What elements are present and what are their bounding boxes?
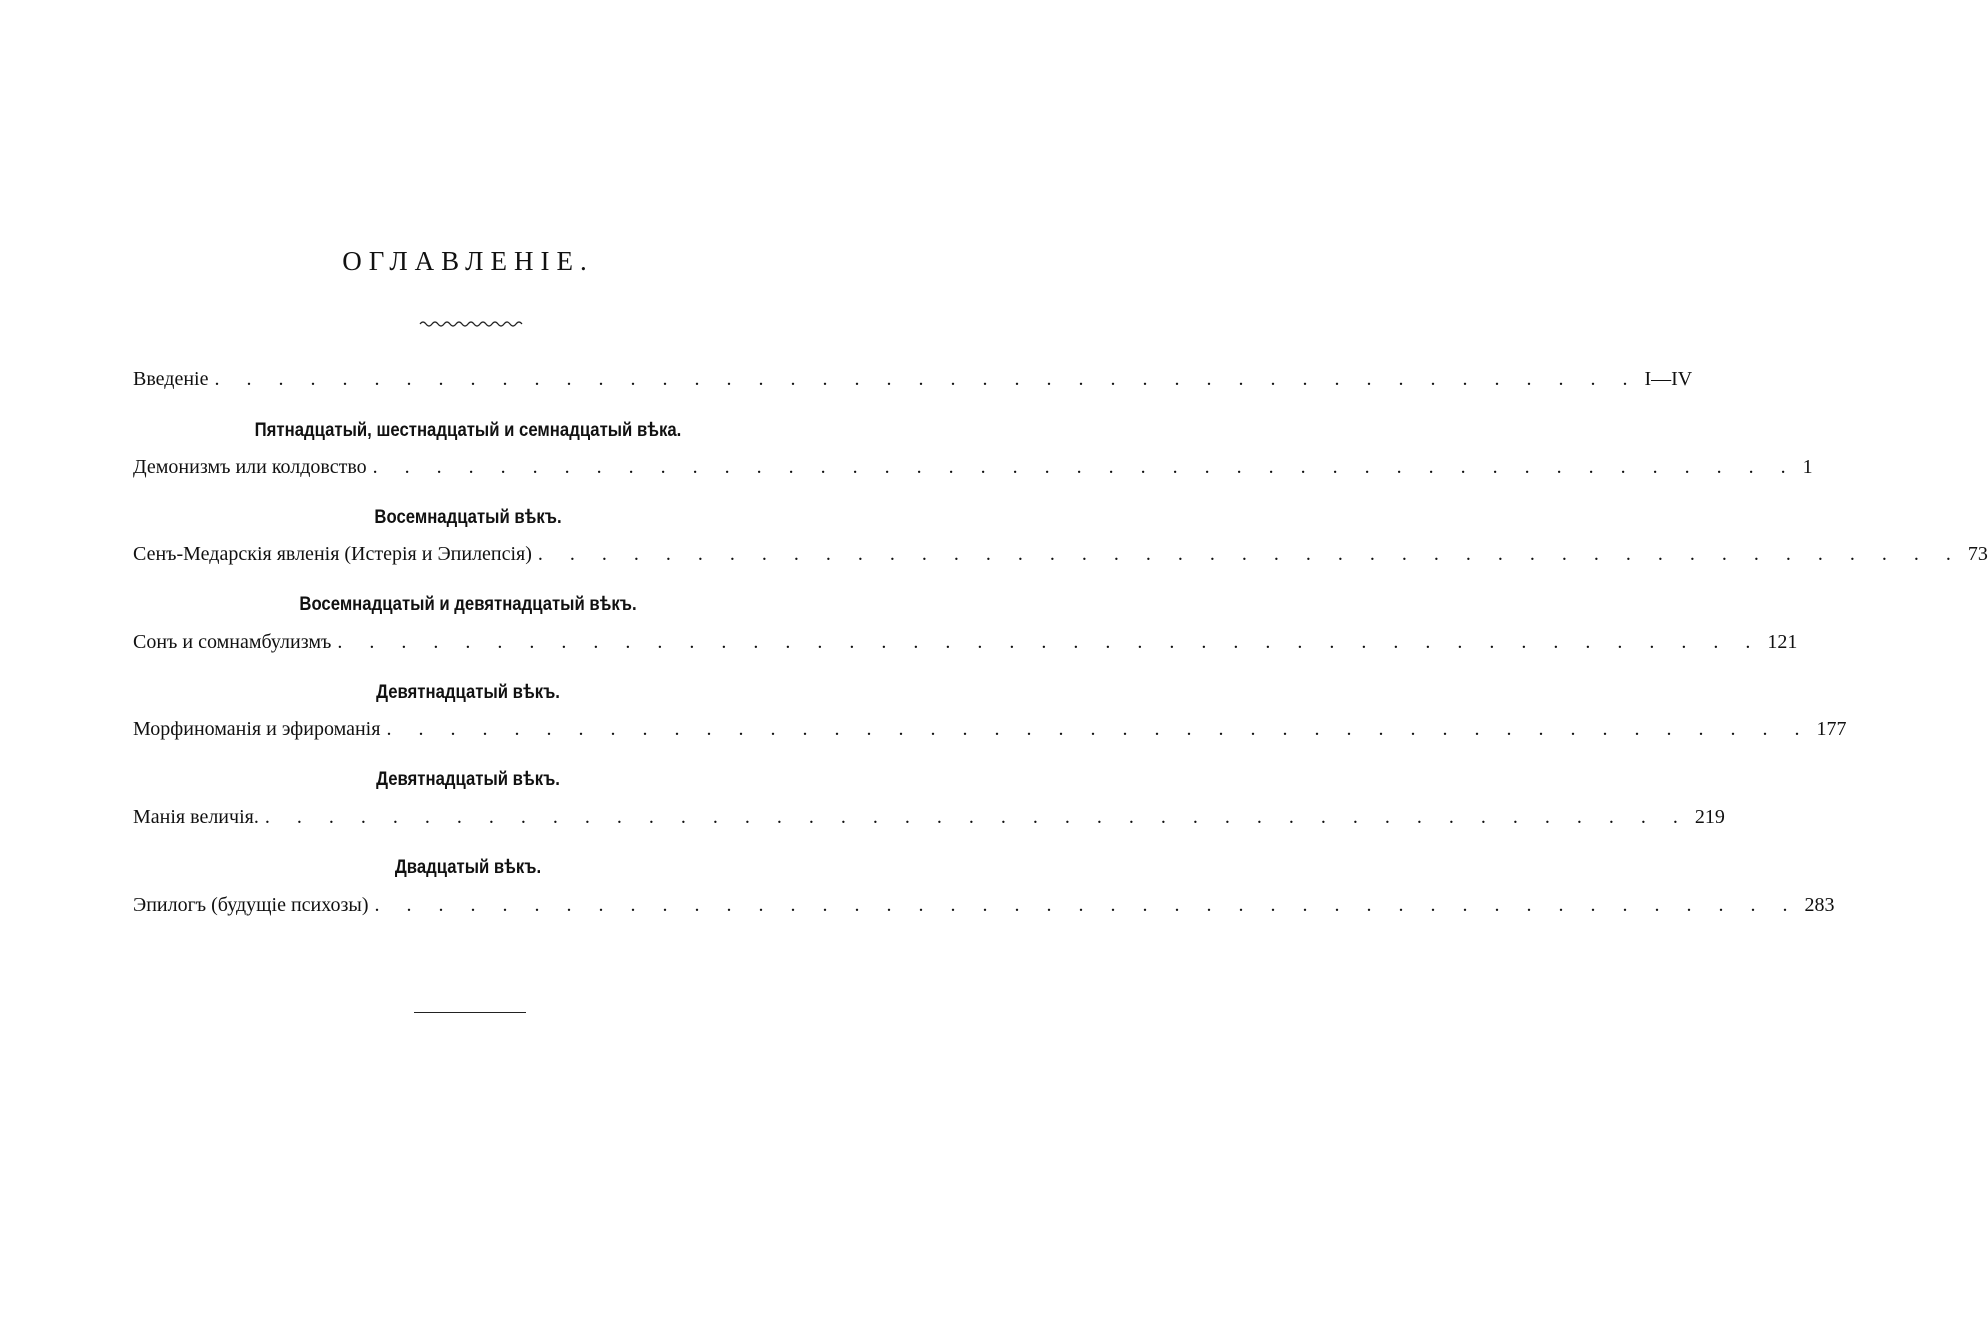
toc-entry-intro (133, 368, 1693, 398)
closing-rule (414, 1012, 526, 1013)
toc-entry-label: Сенъ-Медарскія явленія (Истерія и Эпилепсія) (133, 543, 532, 565)
toc-entry-label: Манія величія. (133, 806, 259, 828)
toc-entry-label: Демонизмъ или колдовство (133, 456, 367, 478)
toc-page-number: I—IV (1644, 368, 1693, 390)
toc-page-number: 219 (1694, 806, 1725, 828)
toc-page-number: 73 (1967, 543, 1988, 565)
toc-page-number: 121 (1767, 631, 1798, 653)
toc-entry (133, 631, 1798, 661)
leader-dots: . . . . . . . . . . . . . . . . . . . . . . . . . . . . . . . . . . . . . . . . . . . . . (374, 894, 1799, 916)
toc-entry (133, 894, 1835, 924)
wavy-ornament-icon (418, 318, 524, 330)
toc-entry-label: Сонъ и сомнамбулизмъ (133, 631, 332, 653)
leader-dots: . . . . . . . . . . . . . . . . . . . . . . . . . . . . . . . . . . . . . . . . . . . . . (337, 631, 1762, 653)
leader-dots: . . . . . . . . . . . . . . . . . . . . . . . . . . . . . . . . . . . . . . . . . . . . . (372, 456, 1797, 478)
section-heading: Восемнадцатый вѣкъ. (374, 507, 562, 528)
leader-dots: . . . . . . . . . . . . . . . . . . . . . . . . . . . . . . . . . . . . . . . . . . . . . (386, 718, 1811, 740)
toc-entry-label: Введеніе (133, 368, 209, 390)
toc-entry-label: Эпилогъ (будущіе психозы) (133, 894, 369, 916)
toc-page-number: 1 (1802, 456, 1813, 478)
toc-entry (133, 806, 1725, 836)
leader-dots: . . . . . . . . . . . . . . . . . . . . . . . . . . . . . . . . . . . . . . . . . . . . . (537, 543, 1962, 565)
section-heading: Пятнадцатый, шестнадцатый и семнадцатый вѣка. (254, 420, 682, 441)
toc-entry (133, 456, 1813, 486)
toc-entry-label: Морфиноманія и эфироманія (133, 718, 381, 740)
page-title: ОГЛАВЛЕНІЕ. (342, 246, 594, 276)
toc-entry (133, 543, 1988, 573)
section-heading: Девятнадцатый вѣкъ. (376, 682, 560, 703)
section-heading: Двадцатый вѣкъ. (394, 857, 542, 878)
toc-page-number: 177 (1816, 718, 1847, 740)
leader-dots: . . . . . . . . . . . . . . . . . . . . . . . . . . . . . . . . . . . . . . . . . . . . . (214, 368, 1639, 390)
toc-entry (133, 718, 1847, 748)
leader-dots: . . . . . . . . . . . . . . . . . . . . . . . . . . . . . . . . . . . . . . . . . . . . . (264, 806, 1689, 828)
section-heading: Восемнадцатый и девятнадцатый вѣкъ. (299, 594, 637, 615)
toc-page-number: 283 (1804, 894, 1835, 916)
section-heading: Девятнадцатый вѣкъ. (376, 769, 560, 790)
